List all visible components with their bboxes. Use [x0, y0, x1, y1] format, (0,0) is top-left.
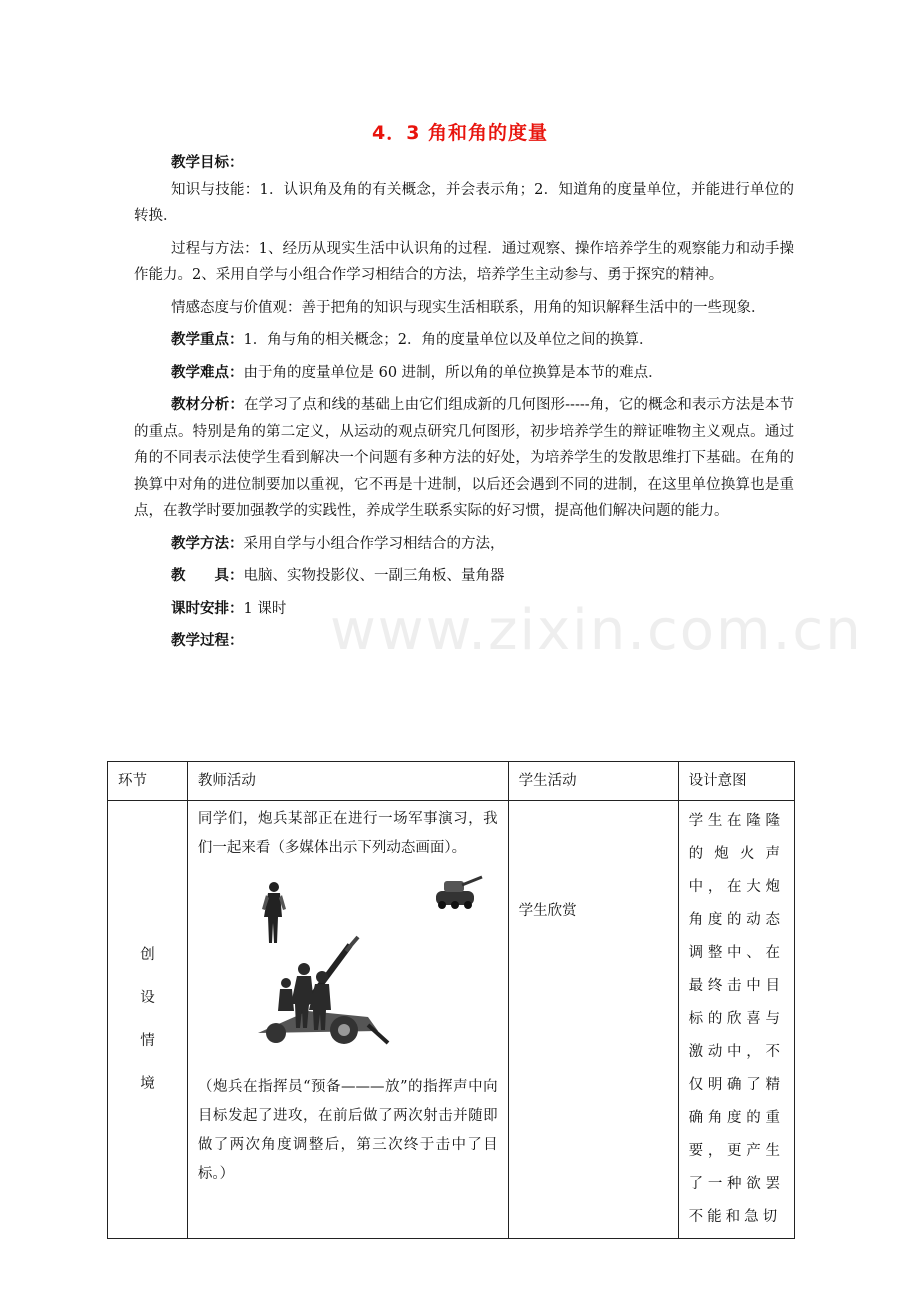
- objective-emotion: 情感态度与价值观：善于把角的知识与现实生活相联系，用角的知识解释生活中的一些现象．: [171, 299, 766, 316]
- document-body: [134, 150, 794, 655]
- process-heading: 教学过程：: [171, 633, 244, 649]
- table-row: [108, 801, 795, 1239]
- difficulties-label: 教学难点：: [171, 364, 244, 381]
- tank-icon: [436, 877, 482, 909]
- teacher-intro: 同学们，炮兵某部正在进行一场军事演习，我们一起来看（多媒体出示下列动态画面）。: [197, 811, 498, 856]
- schedule-label: 课时安排：: [171, 600, 244, 617]
- analysis-label: 教材分析：: [171, 397, 244, 413]
- watermark: www.zixin.com.cn: [330, 598, 863, 663]
- tools-label: 教 具：: [171, 568, 244, 584]
- header-stage: 环节: [108, 762, 188, 801]
- commander-figure-icon: [262, 882, 286, 943]
- gun-crew-icon: [278, 963, 331, 1030]
- key-points: [134, 327, 794, 354]
- tools-text: 电脑、实物投影仪、一副三角板、量角器: [243, 568, 505, 584]
- difficulties: [134, 360, 794, 387]
- student-activity-cell: 学生欣赏: [508, 801, 678, 1239]
- design-intent-cell: 学生在隆隆的炮火声中，在大炮角度的动态调整中、在最终击中目标的欣喜与激动中，不仅明确了精确角度的重要，更产生了一种欲罢不能和急切: [678, 801, 794, 1239]
- schedule-text: 1 课时: [243, 600, 287, 617]
- stage-cell: 创设情境: [108, 801, 188, 1239]
- objective-process: 过程与方法：1、经历从现实生活中认识角的过程．通过观察、操作培养学生的观察能力和动手操作能力。2、采用自学与小组合作学习相结合的方法，培养学生主动参与、勇于探究的精神。: [134, 240, 794, 283]
- analysis-text: 在学习了点和线的基础上由它们组成新的几何图形-----角，它的概念和表示方法是本节的重点。特别是角的第二定义，从运动的观点研究几何图形，初步培养学生的辩证唯物主义观点。通过角的不同表示法使学生看到解决一个问题有多种方法的好处，为培养学生的发散思维打下基础。在角的换算中对角的进位制要加以重视，它不再是十进制，以后还会遇到不同的进制，在这里单位换算也是重点，在教学时要加强教学的实践性，养成学生联系实际的好习惯，提高他们解决问题的能力。: [134, 397, 795, 519]
- methods-text: 采用自学与小组合作学习相结合的方法，: [243, 535, 505, 552]
- artillery-illustration: [198, 865, 498, 1065]
- objectives-heading: 教学目标：: [171, 155, 244, 171]
- key-points-text: 1．角与角的相关概念；2．角的度量单位以及单位之间的换算．: [243, 332, 654, 348]
- header-intent: 设计意图: [678, 762, 794, 801]
- analysis: [134, 392, 794, 525]
- methods-label: 教学方法：: [171, 535, 244, 552]
- teaching-process-table: [107, 761, 795, 1239]
- artillery-drill-image: [198, 865, 494, 1065]
- table-header-row: [108, 762, 795, 801]
- key-points-label: 教学重点：: [171, 332, 244, 348]
- difficulties-text: 由于角的度量单位是 60 进制，所以角的单位换算是本节的难点．: [243, 364, 663, 381]
- teacher-note: （炮兵在指挥员“预备———放”的指挥声中向目标发起了进攻，在前后做了两次射击并随即做了两次角度调整后，第三次终于击中了目标。）: [197, 1079, 498, 1182]
- page-title: 4．3 角和角的度量: [371, 122, 549, 144]
- objective-knowledge: 知识与技能：1．认识角及角的有关概念，并会表示角；2．知道角的度量单位，并能进行单位的转换．: [134, 181, 794, 224]
- teacher-activity-cell: [187, 801, 508, 1239]
- header-teacher: 教师活动: [187, 762, 508, 801]
- tools: [134, 563, 794, 590]
- methods: [134, 531, 794, 558]
- header-student: 学生活动: [508, 762, 678, 801]
